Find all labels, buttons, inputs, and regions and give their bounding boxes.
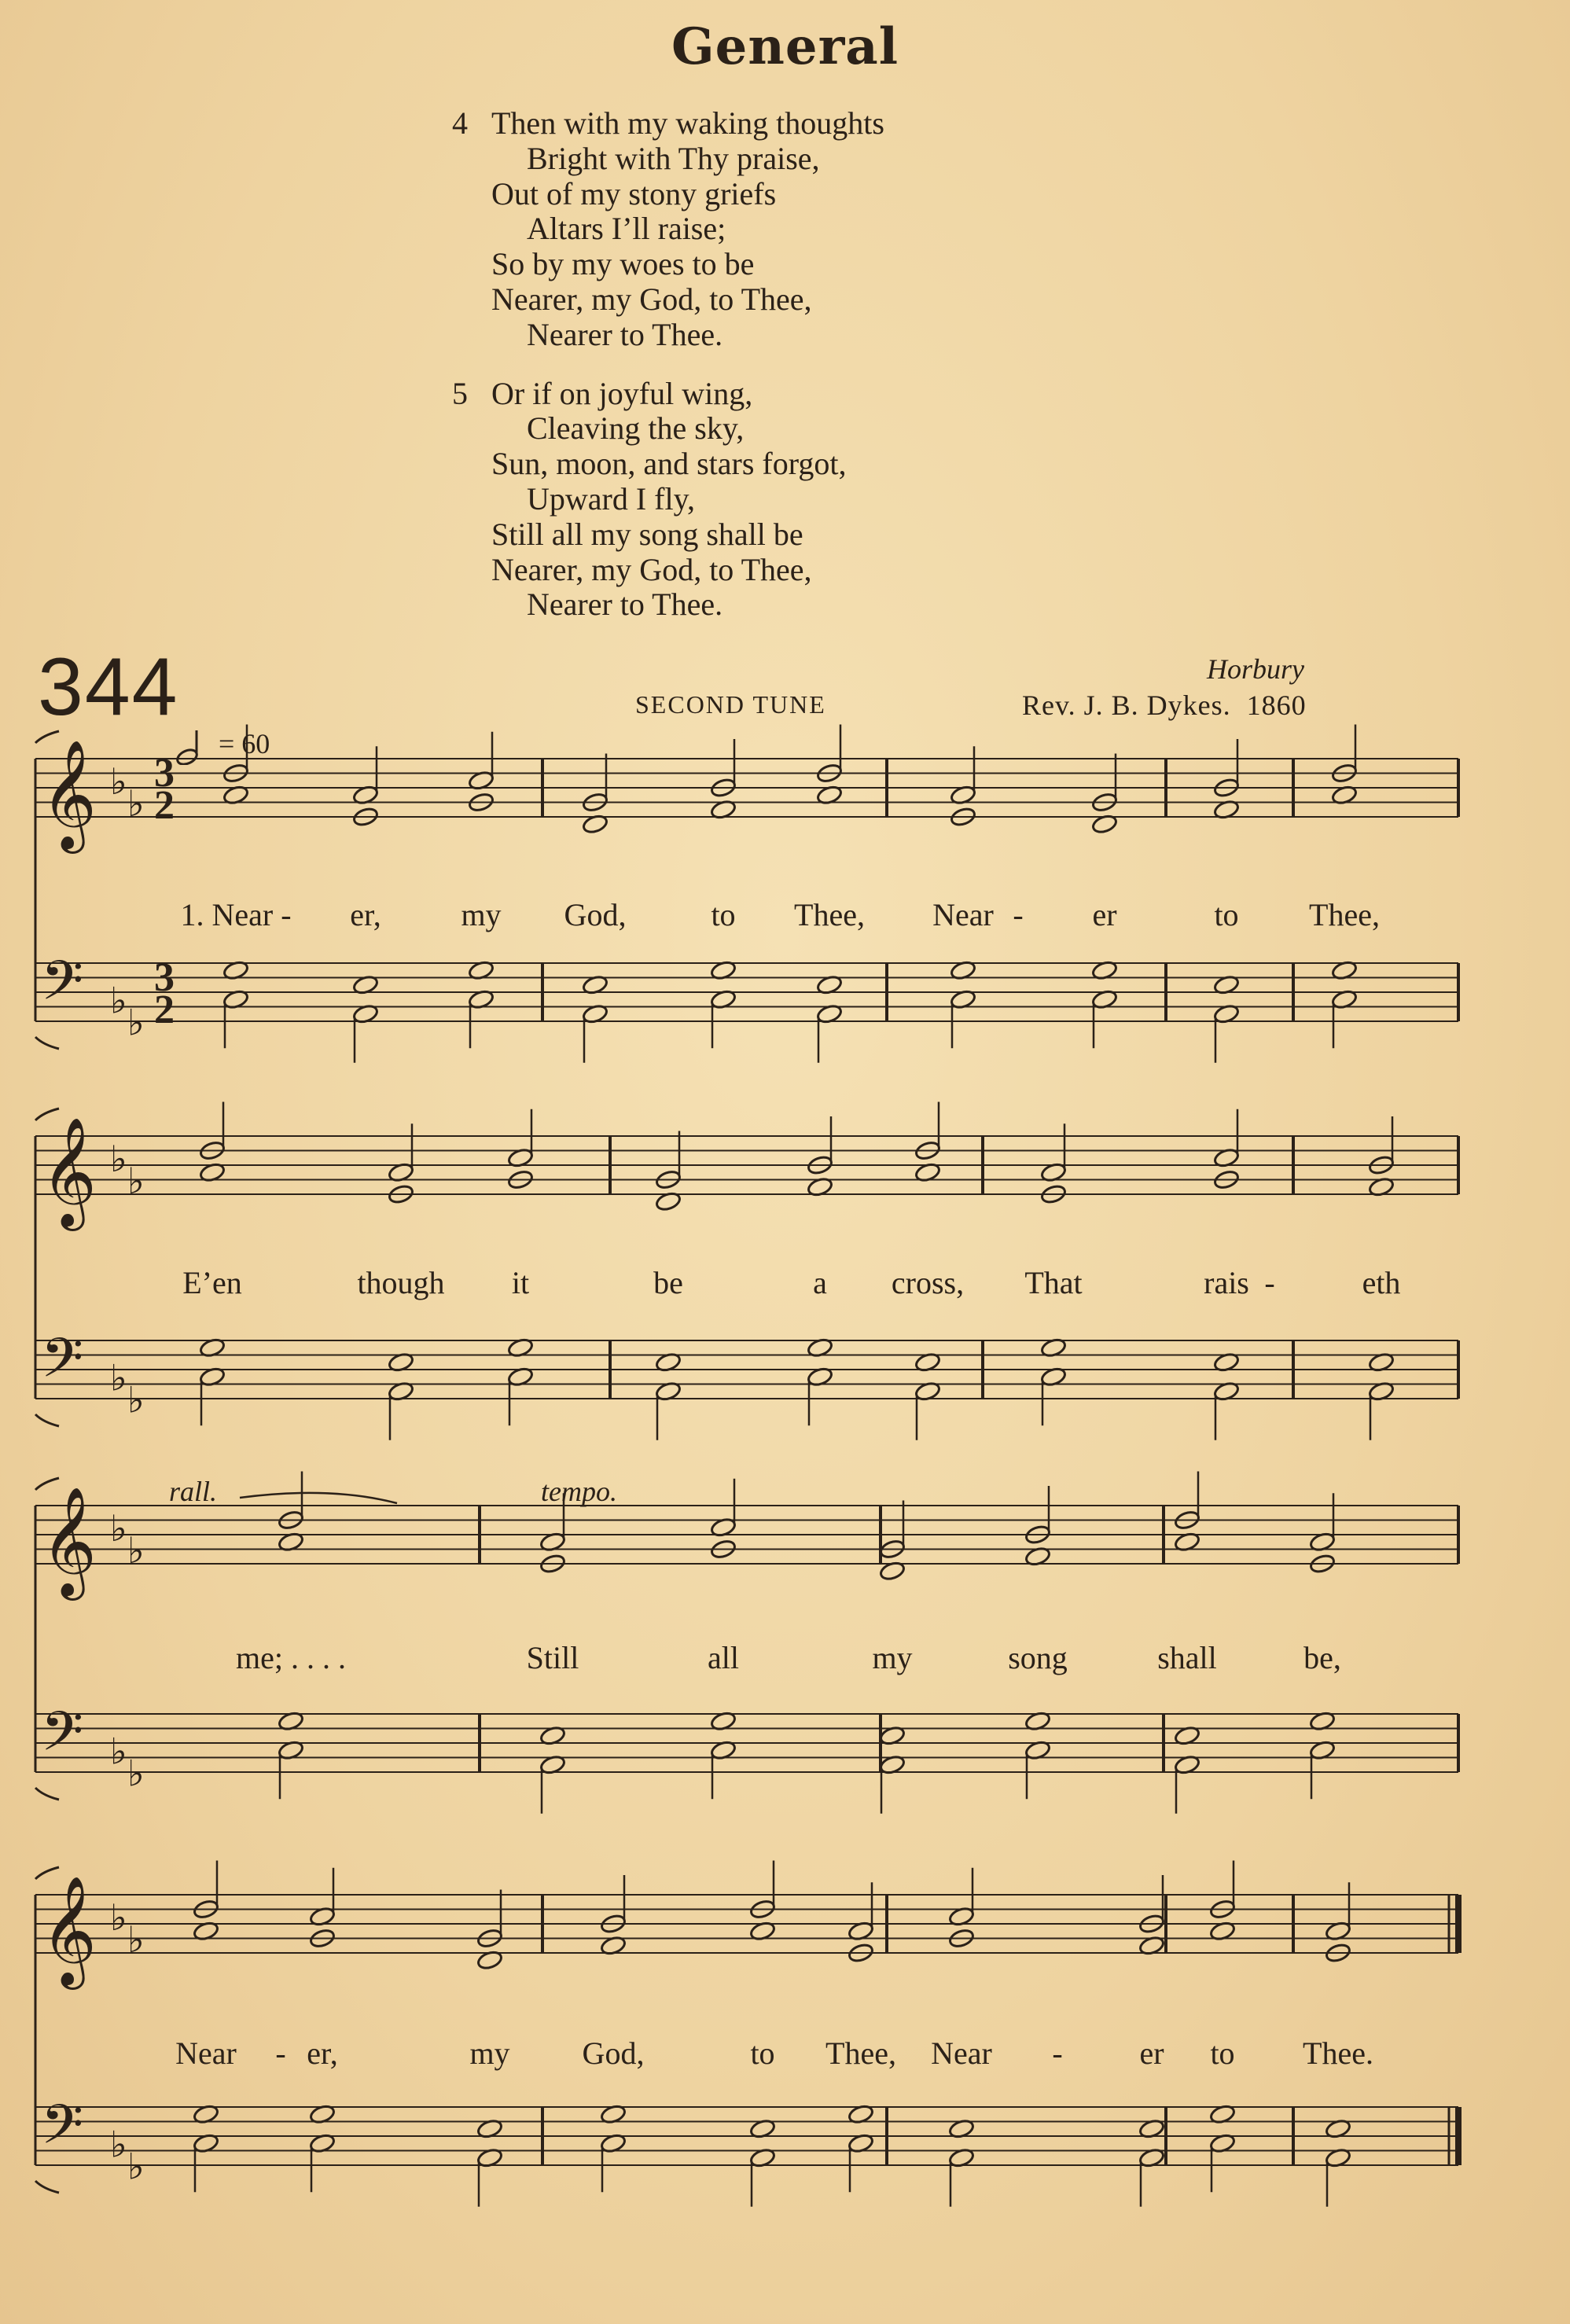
lyric-syllable: Thee, <box>794 897 865 932</box>
lyric-syllable: - <box>275 2035 286 2071</box>
lyric-syllable: my <box>461 897 502 932</box>
tune-label: SECOND TUNE <box>635 690 826 719</box>
system-1-bracket-bottom <box>35 1037 59 1049</box>
flat-icon: ♭ <box>127 1918 145 1961</box>
verse-line: Still all my song shall be <box>491 516 803 552</box>
verse-line: Nearer to Thee. <box>527 587 723 623</box>
lyric-syllable: God, <box>564 897 627 932</box>
bass-clef-icon: 𝄢 <box>41 1326 84 1403</box>
lyric-syllable: though <box>357 1265 445 1300</box>
flat-icon: ♭ <box>110 979 127 1022</box>
lyric-syllable: Still <box>526 1640 579 1675</box>
bass-clef-icon: 𝄢 <box>41 1699 84 1777</box>
lyric-syllable: Thee. <box>1303 2035 1373 2071</box>
verse-line: Upward I fly, <box>527 480 696 517</box>
flat-icon: ♭ <box>127 1001 145 1044</box>
lyric-syllable: er, <box>350 897 381 932</box>
stanza-number: 5 <box>452 375 468 411</box>
lyric-syllable: to <box>711 897 736 932</box>
bass-clef-icon: 𝄢 <box>41 2092 84 2170</box>
verse-line: Altars I’ll raise; <box>527 211 726 247</box>
verse-line: Nearer, my God, to Thee, <box>491 281 812 317</box>
lyric-syllable: it <box>511 1265 530 1300</box>
time-signature-top: 3 <box>154 955 175 1000</box>
verse-line: Then with my waking thoughts <box>491 105 884 141</box>
treble-clef-icon: 𝄞 <box>41 1117 97 1226</box>
flat-icon: ♭ <box>110 1896 127 1939</box>
flat-icon: ♭ <box>127 1528 145 1572</box>
lyric-syllable: - <box>1264 1265 1275 1300</box>
bass-clef-icon: 𝄢 <box>41 948 84 1026</box>
time-signature-top: 3 <box>154 751 175 796</box>
treble-clef-icon: 𝄞 <box>41 1876 97 1985</box>
treble-clef-icon: 𝄞 <box>41 1487 97 1596</box>
lyric-syllable: be, <box>1303 1640 1341 1675</box>
time-signature-bottom: 2 <box>154 987 175 1032</box>
lyric-syllable: Thee, <box>825 2035 896 2071</box>
flat-icon: ♭ <box>110 1356 127 1399</box>
lyric-syllable: God, <box>582 2035 645 2071</box>
lyric-syllable: all <box>708 1640 739 1675</box>
verse-line: Nearer, my God, to Thee, <box>491 551 812 587</box>
flat-icon: ♭ <box>127 1159 145 1202</box>
lyric-syllable: E’en <box>182 1265 242 1300</box>
verse-line: Or if on joyful wing, <box>491 375 753 411</box>
hymn-number: 344 <box>38 642 179 733</box>
lyric-syllable: - <box>1013 897 1024 932</box>
composer-year: 1860 <box>1246 689 1307 721</box>
verse-line: So by my woes to be <box>491 246 755 282</box>
lyric-syllable: 1. Near - <box>180 897 292 932</box>
stanza-number: 4 <box>452 105 468 141</box>
lyric-syllable: my <box>469 2035 510 2071</box>
flat-icon: ♭ <box>127 1378 145 1421</box>
flat-icon: ♭ <box>127 1752 145 1795</box>
system-4-bracket-bottom <box>35 2181 59 2193</box>
flat-icon: ♭ <box>127 2145 145 2188</box>
lyric-syllable: Thee, <box>1309 897 1380 932</box>
verse-line: Sun, moon, and stars forgot, <box>491 446 847 482</box>
lyric-syllable: rais <box>1204 1265 1249 1300</box>
system-3-bracket-bottom <box>35 1788 59 1800</box>
flat-icon: ♭ <box>127 781 145 825</box>
tempo-value: = 60 <box>219 728 270 759</box>
lyric-syllable: Near <box>175 2035 237 2071</box>
lyric-syllable: to <box>1214 897 1239 932</box>
lyric-syllable: my <box>872 1640 913 1675</box>
verse-line: Nearer to Thee. <box>527 316 723 352</box>
lyric-syllable: - <box>1052 2035 1063 2071</box>
verse-line: Cleaving the sky, <box>527 410 745 447</box>
lyric-syllable: be <box>653 1265 683 1300</box>
verse-line: Bright with Thy praise, <box>527 140 820 176</box>
composer-name: Rev. J. B. Dykes. <box>1022 689 1231 721</box>
rall-line <box>240 1493 397 1503</box>
tune-name: Horbury <box>1207 653 1304 685</box>
lyric-syllable: Near <box>931 2035 992 2071</box>
rall-marking: rall. <box>169 1476 218 1507</box>
lyric-syllable: er, <box>307 2035 338 2071</box>
lyric-syllable: er <box>1092 897 1117 932</box>
flat-icon: ♭ <box>110 1138 127 1180</box>
lyric-syllable: shall <box>1157 1640 1217 1675</box>
verse-line: Out of my stony griefs <box>491 175 777 211</box>
flat-icon: ♭ <box>110 1507 127 1550</box>
section-title: General <box>671 17 899 76</box>
lyric-syllable: a <box>813 1265 827 1300</box>
flat-icon: ♭ <box>110 1730 127 1773</box>
lyric-syllable: cross, <box>891 1265 965 1300</box>
lyric-syllable: er <box>1139 2035 1164 2071</box>
tempo-marking: tempo. <box>541 1476 617 1507</box>
time-signature-bottom: 2 <box>154 783 175 828</box>
flat-icon: ♭ <box>110 760 127 803</box>
lyric-syllable: song <box>1008 1640 1068 1675</box>
flat-icon: ♭ <box>110 2123 127 2166</box>
lyric-syllable: to <box>750 2035 775 2071</box>
lyric-syllable: Near <box>932 897 994 932</box>
lyric-syllable: to <box>1210 2035 1235 2071</box>
treble-clef-icon: 𝄞 <box>41 740 97 849</box>
lyric-syllable: me; . . . . <box>236 1640 346 1675</box>
lyric-syllable: eth <box>1362 1265 1401 1300</box>
lyric-syllable: That <box>1024 1265 1083 1300</box>
system-2-bracket-bottom <box>35 1414 59 1426</box>
